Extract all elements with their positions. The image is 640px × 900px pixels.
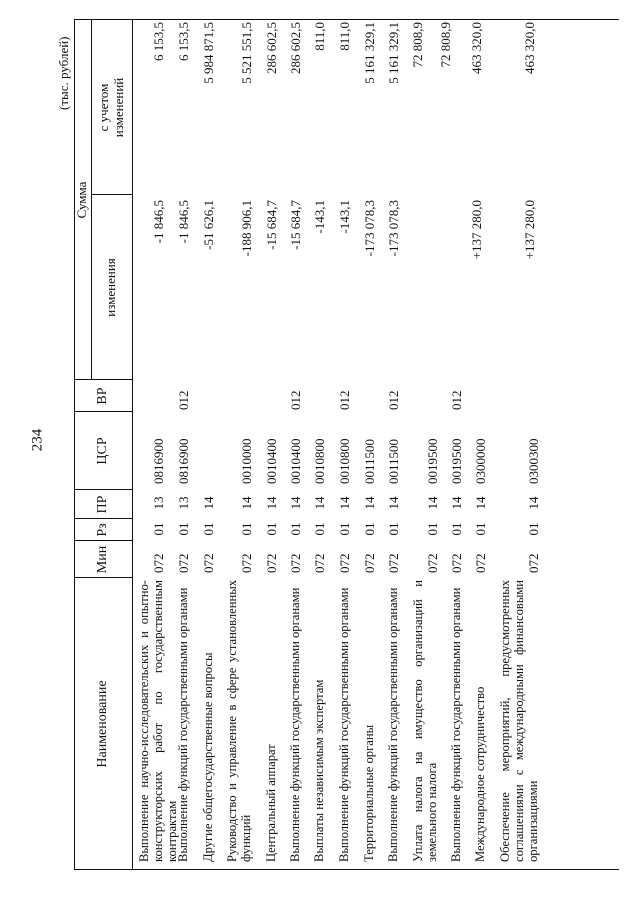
row-name: Территориальные органы [362,724,376,862]
row-min: 072 [288,553,303,573]
row-pr: 13 [176,496,191,510]
row-total: 6 153,5 [176,22,191,61]
row-total: 463 320,0 [469,22,484,74]
row-change: +137 280,0 [522,200,537,260]
row-total: 5 984 871,5 [201,22,216,84]
row-pr: 14 [449,496,464,510]
row-change: -51 626,1 [201,200,216,250]
header-csr: ЦСР [95,437,111,465]
row-rz: 01 [362,522,377,536]
row-vr: 012 [288,390,303,410]
row-rz: 01 [425,522,440,536]
row-min: 072 [449,553,464,573]
row-pr: 14 [239,496,254,510]
row-change: -1 846,5 [176,200,191,244]
row-pr: 14 [264,496,279,510]
row-total: 286 602,5 [288,22,303,74]
row-min: 072 [264,553,279,573]
row-csr: 0300300 [526,438,541,484]
units-label: (тыс. рублей) [56,36,71,110]
row-name: Обеспечение мероприятий, предусмотренных соглашениями с международными финансовыми организациями [498,580,540,862]
rotated-table [54,10,619,870]
row-min: 072 [425,553,440,573]
row-name: Международное сотрудничество [473,686,487,862]
row-rz: 01 [264,522,279,536]
row-name: Выплаты независимым экспертам [312,679,326,862]
row-total: 5 161 329,1 [362,22,377,84]
header-pr: ПР [95,495,111,514]
row-total: 286 602,5 [264,22,279,74]
page-number: 234 [29,428,46,452]
row-rz: 01 [239,522,254,536]
row-total: 463 320,0 [522,22,537,74]
row-min: 072 [526,553,541,573]
table-left-border [74,869,619,870]
row-pr: 14 [473,496,488,510]
row-min: 072 [239,553,254,573]
row-total: 72 808,9 [438,22,453,68]
row-csr: 0816900 [176,438,191,484]
row-total: 5 161 329,1 [386,22,401,84]
row-min: 072 [201,553,216,573]
row-name: Руководство и управление в сфере установленных функций [225,580,253,862]
row-change: -15 684,7 [288,200,303,250]
row-change: -143,1 [337,200,352,234]
row-rz: 01 [176,522,191,536]
row-rz: 01 [312,522,327,536]
row-csr: 0010800 [312,438,327,484]
row-rz: 01 [201,522,216,536]
row-csr: 0010400 [264,438,279,484]
row-csr: 0816900 [151,438,166,484]
row-csr: 0300000 [473,438,488,484]
row-min: 072 [362,553,377,573]
row-change: -143,1 [312,200,327,234]
row-change: -173 078,3 [386,200,401,257]
row-min: 072 [151,553,166,573]
row-csr: 0011500 [386,438,401,484]
row-csr: 0011500 [362,438,377,484]
row-total: 811,0 [337,22,352,51]
row-change: -1 846,5 [151,200,166,244]
row-rz: 01 [288,522,303,536]
row-pr: 14 [386,496,401,510]
row-pr: 13 [151,496,166,510]
row-min: 072 [312,553,327,573]
row-change: -15 684,7 [264,200,279,250]
row-rz: 01 [151,522,166,536]
row-pr: 14 [201,496,216,510]
header-vr: ВР [95,387,111,405]
row-min: 072 [337,553,352,573]
row-pr: 14 [288,496,303,510]
row-change: +137 280,0 [469,200,484,260]
row-change: -173 078,3 [362,200,377,257]
row-min: 072 [176,553,191,573]
header-summa: Сумма [74,181,90,219]
row-total: 5 521 551,5 [239,22,254,84]
row-rz: 01 [386,522,401,536]
row-pr: 14 [362,496,377,510]
row-name: Выполнение научно-исследовательских и опытно-конструкторских работ по государственным контрактам [137,580,179,862]
header-min: Мин [95,545,111,574]
row-rz: 01 [449,522,464,536]
row-rz: 01 [526,522,541,536]
row-csr: 0010400 [288,438,303,484]
row-pr: 14 [526,496,541,510]
row-csr: 0019500 [449,438,464,484]
row-rz: 01 [473,522,488,536]
row-vr: 012 [386,390,401,410]
row-min: 072 [386,553,401,573]
header-name: Наименование [95,680,111,768]
header-with-changes: с учетом изменений [96,77,126,138]
row-change: -188 906,1 [239,200,254,257]
header-bottom-border [132,20,133,870]
row-total: 811,0 [312,22,327,51]
header-changes: изменения [103,258,119,317]
row-rz: 01 [337,522,352,536]
row-name: Выполнение функций государственными органами [449,587,463,862]
row-name: Выполнение функций государственными органами [337,587,351,862]
header-rz: Рз [95,523,111,537]
row-name: Выполнение функций государственными органами [176,587,190,862]
row-pr: 14 [425,496,440,510]
row-pr: 14 [312,496,327,510]
row-total: 72 808,9 [410,22,425,68]
row-min: 072 [473,553,488,573]
row-vr: 012 [337,390,352,410]
row-csr: 0019500 [425,438,440,484]
row-name: Другие общегосударственные вопросы [201,652,215,862]
row-pr: 14 [337,496,352,510]
table-right-border [74,19,619,20]
row-total: 6 153,5 [151,22,166,61]
row-name: Уплата налога на имущество организаций и земельного налога [411,580,439,862]
row-csr: 0010000 [239,438,254,484]
row-name: Центральный аппарат [264,744,278,862]
row-csr: 0010800 [337,438,352,484]
row-vr: 012 [449,390,464,410]
row-name: Выполнение функций государственными органами [386,587,400,862]
row-name: Выполнение функций государственными органами [288,587,302,862]
row-vr: 012 [176,390,191,410]
